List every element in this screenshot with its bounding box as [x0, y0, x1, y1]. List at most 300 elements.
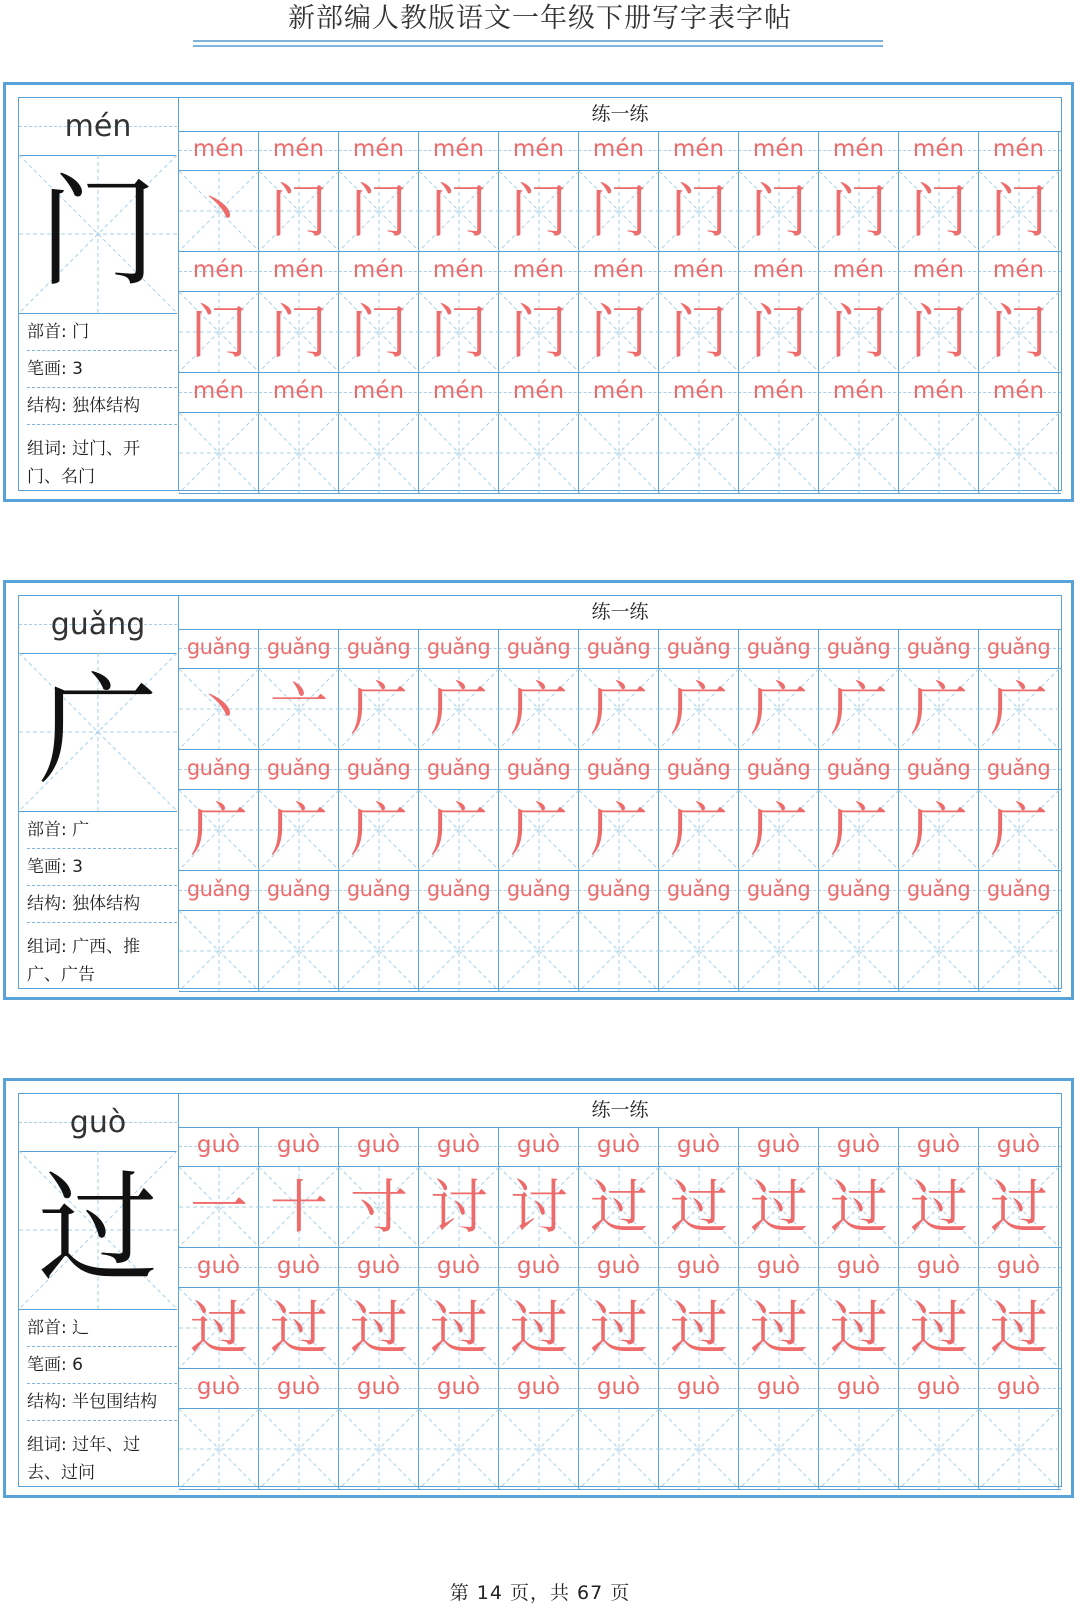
trace-cell	[819, 1167, 899, 1247]
pinyin-trace-cell: guǎng	[419, 629, 499, 668]
character-trace-row	[179, 1288, 1061, 1369]
trace-cell	[339, 171, 419, 251]
pinyin-row	[179, 1248, 1061, 1288]
trace-character: 广	[989, 675, 1048, 743]
trace-cell	[179, 171, 259, 251]
rice-grid-guide	[579, 413, 659, 493]
trace-character: 广	[509, 796, 568, 864]
trace-character: 门	[269, 298, 328, 366]
empty-practice-cell	[419, 413, 499, 493]
trace-character: 门	[349, 177, 408, 245]
empty-practice-cell	[419, 1409, 499, 1489]
word-examples-line: 组词: 广西、推	[27, 937, 141, 957]
pinyin-row	[179, 1127, 1061, 1167]
trace-cell	[579, 292, 659, 372]
empty-practice-cell	[819, 911, 899, 991]
rice-grid-guide	[499, 1409, 579, 1489]
empty-practice-cell	[579, 911, 659, 991]
main-pinyin-text: guò	[69, 1105, 127, 1140]
pinyin-trace-cell: guǎng	[259, 750, 339, 789]
rice-grid-guide	[659, 1409, 739, 1489]
empty-practice-cell	[179, 1409, 259, 1489]
trace-character: 过	[829, 1173, 888, 1241]
rice-grid-guide	[499, 413, 579, 493]
trace-cell	[419, 1167, 499, 1247]
rice-grid-guide	[259, 1409, 339, 1489]
pinyin-trace-cell: mén	[339, 131, 419, 170]
sheet-grid	[18, 97, 1062, 491]
trace-character: 广	[909, 796, 968, 864]
rice-grid-guide	[819, 413, 899, 493]
empty-practice-cell	[579, 413, 659, 493]
trace-cell	[179, 1288, 259, 1368]
trace-character: 广	[669, 675, 728, 743]
trace-character: 丶	[189, 177, 248, 245]
trace-cell	[899, 292, 979, 372]
pinyin-trace-cell: mén	[419, 131, 499, 170]
empty-practice-cell	[899, 1409, 979, 1489]
trace-cell	[179, 669, 259, 749]
model-character-cell	[19, 155, 177, 314]
trace-cell	[419, 1288, 499, 1368]
rice-grid-guide	[819, 1409, 899, 1489]
character-trace-row	[179, 292, 1061, 373]
trace-character: 广	[429, 796, 488, 864]
trace-character: 广	[429, 675, 488, 743]
trace-character: 门	[669, 298, 728, 366]
trace-character: 广	[269, 796, 328, 864]
trace-cell	[339, 292, 419, 372]
trace-character: 过	[589, 1294, 648, 1362]
trace-character: 讨	[509, 1173, 568, 1241]
trace-character: 过	[829, 1294, 888, 1362]
pinyin-trace-cell: guò	[979, 1369, 1059, 1408]
pinyin-trace-cell: mén	[419, 373, 499, 412]
pinyin-trace-cell: guǎng	[579, 629, 659, 668]
pinyin-trace-cell: guò	[339, 1127, 419, 1166]
pinyin-trace-cell: guò	[259, 1127, 339, 1166]
trace-cell	[819, 292, 899, 372]
empty-practice-cell	[899, 911, 979, 991]
empty-practice-cell	[659, 911, 739, 991]
rice-grid-guide	[499, 911, 579, 991]
practice-sheet	[3, 580, 1074, 1000]
trace-cell	[499, 1288, 579, 1368]
empty-practice-cell	[979, 911, 1059, 991]
model-character: 广	[38, 662, 158, 801]
pinyin-trace-cell: guǎng	[819, 750, 899, 789]
pinyin-trace-cell: mén	[499, 131, 579, 170]
practice-header: 练一练	[179, 1094, 1061, 1128]
pinyin-trace-cell: guǎng	[259, 871, 339, 910]
pinyin-trace-cell: guǎng	[819, 629, 899, 668]
empty-practice-row	[179, 1409, 1061, 1490]
pinyin-trace-cell: guǎng	[579, 750, 659, 789]
pinyin-trace-cell: mén	[499, 252, 579, 291]
pinyin-trace-cell: guò	[819, 1248, 899, 1287]
trace-character: 广	[189, 796, 248, 864]
trace-character: 门	[749, 177, 808, 245]
pinyin-trace-cell: guò	[339, 1248, 419, 1287]
title-rule-bottom	[193, 45, 883, 47]
empty-practice-cell	[259, 413, 339, 493]
trace-cell	[419, 790, 499, 870]
word-examples-line: 门、名门	[27, 467, 95, 487]
pinyin-trace-cell: guò	[739, 1127, 819, 1166]
pinyin-trace-cell: mén	[339, 252, 419, 291]
rice-grid-guide	[259, 413, 339, 493]
trace-cell	[659, 171, 739, 251]
pinyin-trace-cell: mén	[579, 131, 659, 170]
pinyin-trace-cell: mén	[979, 252, 1059, 291]
pinyin-trace-cell: mén	[579, 373, 659, 412]
trace-cell	[419, 669, 499, 749]
trace-cell	[579, 171, 659, 251]
pinyin-trace-cell: guǎng	[499, 871, 579, 910]
trace-character: 丶	[189, 675, 248, 743]
empty-practice-cell	[739, 911, 819, 991]
pinyin-trace-cell: mén	[899, 252, 979, 291]
trace-cell	[979, 292, 1059, 372]
radical-label: 部首: 门	[27, 314, 177, 351]
trace-character: 过	[429, 1294, 488, 1362]
title-rule-top	[193, 40, 883, 42]
pinyin-trace-cell: guǎng	[659, 629, 739, 668]
trace-character: 门	[589, 177, 648, 245]
document-title: 新部编人教版语文一年级下册写字表字帖	[288, 3, 792, 34]
empty-practice-cell	[499, 1409, 579, 1489]
pinyin-trace-cell: guǎng	[819, 871, 899, 910]
trace-cell	[899, 790, 979, 870]
pinyin-trace-cell: mén	[899, 131, 979, 170]
trace-character: 过	[669, 1294, 728, 1362]
trace-cell	[259, 790, 339, 870]
pinyin-trace-cell: mén	[979, 373, 1059, 412]
pinyin-trace-cell: guǎng	[979, 629, 1059, 668]
model-character: 过	[38, 1160, 158, 1299]
empty-practice-row	[179, 911, 1061, 992]
pinyin-trace-cell: mén	[579, 252, 659, 291]
trace-character: 门	[429, 298, 488, 366]
model-character-cell	[19, 1151, 177, 1310]
character-meta	[19, 1310, 177, 1483]
empty-practice-cell	[499, 911, 579, 991]
trace-character: 过	[589, 1173, 648, 1241]
trace-character: 门	[509, 177, 568, 245]
trace-character: 广	[589, 796, 648, 864]
trace-character: 门	[349, 298, 408, 366]
trace-cell	[579, 790, 659, 870]
trace-cell	[339, 1288, 419, 1368]
structure-label: 结构: 半包围结构	[27, 1384, 177, 1421]
trace-character: 过	[349, 1294, 408, 1362]
pinyin-trace-cell: guǎng	[579, 871, 659, 910]
pinyin-trace-cell: guò	[579, 1369, 659, 1408]
trace-character: 寸	[349, 1173, 408, 1241]
pinyin-trace-cell: mén	[739, 131, 819, 170]
pinyin-trace-cell: mén	[659, 373, 739, 412]
trace-character: 过	[669, 1173, 728, 1241]
trace-cell	[659, 1167, 739, 1247]
word-examples	[27, 923, 177, 985]
trace-character: 讨	[429, 1173, 488, 1241]
trace-cell	[179, 790, 259, 870]
rice-grid-guide	[739, 413, 819, 493]
pinyin-trace-cell: mén	[819, 252, 899, 291]
pinyin-trace-cell: mén	[419, 252, 499, 291]
stroke-count-label: 笔画: 3	[27, 351, 177, 388]
rice-grid-guide	[739, 1409, 819, 1489]
trace-cell	[819, 171, 899, 251]
trace-cell	[979, 171, 1059, 251]
character-info-panel	[19, 1094, 179, 1486]
trace-cell	[659, 790, 739, 870]
pinyin-trace-cell: mén	[179, 373, 259, 412]
trace-cell	[739, 1288, 819, 1368]
trace-cell	[819, 790, 899, 870]
trace-cell	[339, 669, 419, 749]
trace-cell	[979, 1288, 1059, 1368]
empty-practice-cell	[339, 911, 419, 991]
rice-grid-guide	[179, 911, 259, 991]
empty-practice-cell	[659, 413, 739, 493]
trace-character: 广	[349, 675, 408, 743]
pinyin-trace-cell: guǎng	[739, 750, 819, 789]
page-number: 第 14 页，共 67 页	[449, 1582, 631, 1604]
word-examples	[27, 425, 177, 487]
pinyin-trace-cell: guò	[179, 1248, 259, 1287]
pinyin-trace-cell: guǎng	[339, 750, 419, 789]
empty-practice-cell	[499, 413, 579, 493]
pinyin-trace-cell: guò	[419, 1127, 499, 1166]
trace-cell	[499, 171, 579, 251]
rice-grid-guide	[339, 1409, 419, 1489]
character-info-panel	[19, 98, 179, 490]
pinyin-trace-cell: guò	[739, 1369, 819, 1408]
pinyin-trace-cell: guǎng	[179, 629, 259, 668]
trace-character: 门	[509, 298, 568, 366]
rice-grid-guide	[899, 413, 979, 493]
pinyin-trace-cell: guò	[899, 1248, 979, 1287]
empty-practice-cell	[739, 1409, 819, 1489]
pinyin-trace-cell: guò	[259, 1248, 339, 1287]
empty-practice-cell	[579, 1409, 659, 1489]
trace-cell	[179, 292, 259, 372]
trace-character: 门	[989, 177, 1048, 245]
trace-cell	[899, 1288, 979, 1368]
pinyin-trace-cell: guò	[339, 1369, 419, 1408]
pinyin-trace-cell: guǎng	[899, 629, 979, 668]
rice-grid-guide	[659, 911, 739, 991]
practice-area	[179, 98, 1061, 492]
trace-cell	[339, 1167, 419, 1247]
pinyin-trace-cell: guò	[899, 1127, 979, 1166]
pinyin-trace-cell: guò	[419, 1369, 499, 1408]
trace-cell	[739, 292, 819, 372]
trace-character: 门	[989, 298, 1048, 366]
rice-grid-guide	[899, 911, 979, 991]
empty-practice-cell	[179, 413, 259, 493]
trace-character: 广	[749, 796, 808, 864]
word-examples-line: 组词: 过门、开	[27, 439, 141, 459]
pinyin-trace-cell: guǎng	[339, 629, 419, 668]
rice-grid-guide	[979, 1409, 1059, 1489]
trace-character: 广	[749, 675, 808, 743]
trace-cell	[259, 171, 339, 251]
practice-header: 练一练	[179, 98, 1061, 132]
trace-cell	[179, 1167, 259, 1247]
character-meta	[19, 812, 177, 985]
pinyin-trace-cell: guò	[579, 1248, 659, 1287]
trace-character: 门	[429, 177, 488, 245]
rice-grid-guide	[419, 911, 499, 991]
pinyin-row	[179, 629, 1061, 669]
pinyin-trace-cell: guò	[499, 1369, 579, 1408]
trace-character: 过	[909, 1294, 968, 1362]
main-pinyin	[19, 596, 177, 654]
empty-practice-cell	[899, 413, 979, 493]
trace-character: 广	[829, 796, 888, 864]
trace-character: 门	[669, 177, 728, 245]
pinyin-trace-cell: guǎng	[339, 871, 419, 910]
model-character-cell	[19, 653, 177, 812]
empty-practice-cell	[979, 413, 1059, 493]
trace-cell	[659, 669, 739, 749]
pinyin-trace-cell: guò	[659, 1369, 739, 1408]
rice-grid-guide	[979, 413, 1059, 493]
rice-grid-guide	[899, 1409, 979, 1489]
trace-character: 过	[749, 1173, 808, 1241]
pinyin-trace-cell: guǎng	[659, 871, 739, 910]
pinyin-trace-cell: mén	[179, 131, 259, 170]
rice-grid-guide	[579, 911, 659, 991]
trace-cell	[579, 1167, 659, 1247]
main-pinyin	[19, 1094, 177, 1152]
pinyin-trace-cell: mén	[979, 131, 1059, 170]
trace-character: 过	[989, 1173, 1048, 1241]
trace-cell	[579, 669, 659, 749]
trace-cell	[899, 171, 979, 251]
trace-cell	[819, 1288, 899, 1368]
pinyin-trace-cell: guǎng	[899, 750, 979, 789]
trace-cell	[419, 292, 499, 372]
trace-cell	[899, 1167, 979, 1247]
word-examples-line: 去、过问	[27, 1463, 95, 1483]
pinyin-trace-cell: guò	[499, 1127, 579, 1166]
trace-character: 过	[189, 1294, 248, 1362]
trace-character: 门	[829, 177, 888, 245]
trace-character: 广	[669, 796, 728, 864]
trace-cell	[739, 1167, 819, 1247]
character-trace-row	[179, 669, 1061, 750]
pinyin-trace-cell: mén	[659, 131, 739, 170]
stroke-count-label: 笔画: 6	[27, 1347, 177, 1384]
trace-character: 门	[829, 298, 888, 366]
pinyin-trace-cell: guò	[179, 1127, 259, 1166]
model-character: 门	[38, 164, 158, 303]
character-trace-row	[179, 171, 1061, 252]
pinyin-trace-cell: guò	[819, 1127, 899, 1166]
rice-grid-guide	[739, 911, 819, 991]
pinyin-trace-cell: mén	[179, 252, 259, 291]
pinyin-row	[179, 871, 1061, 911]
word-examples	[27, 1421, 177, 1483]
pinyin-trace-cell: guò	[979, 1248, 1059, 1287]
pinyin-row	[179, 750, 1061, 790]
trace-character: 过	[989, 1294, 1048, 1362]
trace-character: 门	[269, 177, 328, 245]
rice-grid-guide	[659, 413, 739, 493]
trace-cell	[739, 790, 819, 870]
empty-practice-cell	[259, 911, 339, 991]
empty-practice-cell	[819, 1409, 899, 1489]
trace-character: 门	[189, 298, 248, 366]
character-info-panel	[19, 596, 179, 988]
pinyin-trace-cell: guǎng	[259, 629, 339, 668]
trace-cell	[979, 1167, 1059, 1247]
trace-cell	[259, 292, 339, 372]
character-trace-row	[179, 790, 1061, 871]
trace-cell	[579, 1288, 659, 1368]
pinyin-trace-cell: guǎng	[979, 750, 1059, 789]
trace-character: 门	[589, 298, 648, 366]
rice-grid-guide	[259, 911, 339, 991]
pinyin-trace-cell: mén	[899, 373, 979, 412]
radical-label: 部首: 广	[27, 812, 177, 849]
rice-grid-guide	[179, 1409, 259, 1489]
trace-cell	[259, 1167, 339, 1247]
practice-sheet	[3, 1078, 1074, 1498]
pinyin-trace-cell: guǎng	[739, 629, 819, 668]
trace-character: 广	[509, 675, 568, 743]
trace-cell	[659, 292, 739, 372]
pinyin-trace-cell: guò	[579, 1127, 659, 1166]
trace-cell	[499, 1167, 579, 1247]
pinyin-trace-cell: guǎng	[419, 750, 499, 789]
empty-practice-cell	[179, 911, 259, 991]
trace-cell	[659, 1288, 739, 1368]
trace-character: 门	[749, 298, 808, 366]
trace-character: 广	[909, 675, 968, 743]
rice-grid-guide	[979, 911, 1059, 991]
trace-cell	[499, 790, 579, 870]
pinyin-trace-cell: mén	[659, 252, 739, 291]
trace-character: 门	[909, 177, 968, 245]
rice-grid-guide	[819, 911, 899, 991]
character-meta	[19, 314, 177, 487]
empty-practice-cell	[739, 413, 819, 493]
trace-character: 广	[989, 796, 1048, 864]
rice-grid-guide	[419, 413, 499, 493]
rice-grid-guide	[579, 1409, 659, 1489]
rice-grid-guide	[339, 413, 419, 493]
pinyin-trace-cell: guǎng	[499, 629, 579, 668]
trace-cell	[259, 669, 339, 749]
trace-character: 过	[269, 1294, 328, 1362]
stroke-count-label: 笔画: 3	[27, 849, 177, 886]
empty-practice-cell	[979, 1409, 1059, 1489]
pinyin-trace-cell: guǎng	[419, 871, 499, 910]
practice-header: 练一练	[179, 596, 1061, 630]
practice-area	[179, 596, 1061, 990]
pinyin-trace-cell: mén	[259, 373, 339, 412]
trace-cell	[739, 171, 819, 251]
trace-cell	[739, 669, 819, 749]
pinyin-row	[179, 252, 1061, 292]
pinyin-trace-cell: mén	[259, 131, 339, 170]
trace-character: 亠	[269, 675, 328, 743]
structure-label: 结构: 独体结构	[27, 886, 177, 923]
